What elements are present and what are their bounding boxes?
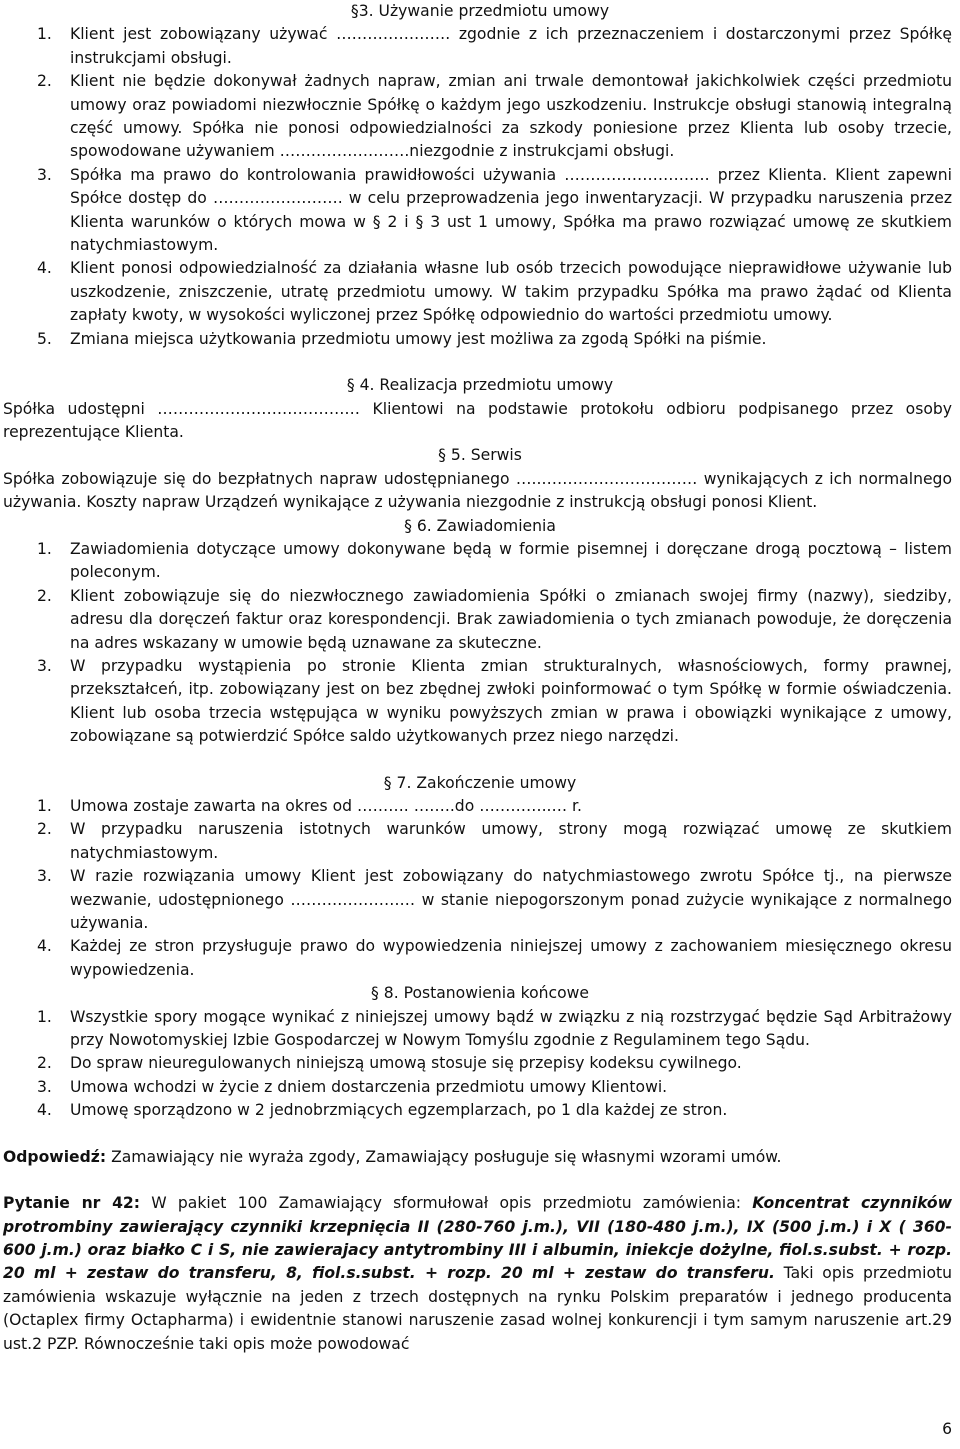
item-text: Zmiana miejsca użytkowania przedmiotu umowy jest możliwa za zgodą Spółki na piśmie. xyxy=(70,329,767,348)
question-emphasis: Koncentrat czynników protrombiny zawierający czynniki krzepnięcia II (280-760 j.m.), VII (180-480 j.m.), IX (500 j.m.) i X ( 360-600 j.m.) oraz białko C i S, nie zawierajacy antytrombiny III i albumin, iniekcje dożylne, fiol.s.subst. + rozp. 20 ml + zestaw do transferu, 8, fiol.s.subst. + rozp. 20 ml + zestaw do transferu. xyxy=(3,1194,952,1283)
list-item xyxy=(0,795,960,818)
answer-paragraph xyxy=(0,1146,960,1169)
question-intro: W pakiet 100 Zamawiający sformułował opis przedmiotu zamówienia: xyxy=(140,1194,753,1213)
list-item xyxy=(0,865,960,935)
answer-label: Odpowiedź: xyxy=(3,1147,107,1166)
item-number: 1. xyxy=(37,25,52,44)
question-paragraph xyxy=(0,1192,960,1356)
section-4-text: Spółka udostępni ………………………………… Klientowi na podstawie protokołu odbioru podpisanego przez osoby reprezentujące Klienta. xyxy=(3,399,952,441)
item-number: 1. xyxy=(37,1007,52,1026)
item-number: 2. xyxy=(37,1054,52,1073)
list-item xyxy=(0,70,960,164)
page-number: 6 xyxy=(942,1419,952,1438)
item-number: 3. xyxy=(37,165,52,184)
section-7-list xyxy=(0,795,960,982)
list-item xyxy=(0,1076,960,1099)
list-item xyxy=(0,257,960,327)
section-6-list xyxy=(0,538,960,749)
item-number: 4. xyxy=(37,259,52,278)
section-5-heading: § 5. Serwis xyxy=(438,446,522,465)
list-item xyxy=(0,164,960,258)
item-text: W razie rozwiązania umowy Klient jest zobowiązany do natychmiastowego zwrotu Spółce tj., na pierwsze wezwanie, udostępnionego …………………… w stanie niepogorszonym ponad zużycie wynikające z normalnego używania. xyxy=(70,867,952,933)
item-text: Wszystkie spory mogące wynikać z niniejszej umowy bądź w związku z nią rozstrzygać będzie Sąd Arbitrażowy przy Nowotomyskiej Izbie Gospodarczej w Nowym Tomyślu zgodnie z Regulaminem tego Sądu. xyxy=(70,1007,952,1050)
item-text: Spółka ma prawo do kontrolowania prawidłowości używania ………………………. przez Klienta. Klient zapewni Spółce dostęp do ……………………. w celu przeprowadzenia jego inwentaryzacji. W przypadku naruszenia przez Klienta warunków o których mowa w § 2 i § 3 ust 1 umowy, Spółka ma prawo rozwiązać umowę ze skutkiem natychmiastowym. xyxy=(70,165,952,255)
question-label: Pytanie nr 42: xyxy=(3,1194,141,1213)
list-item xyxy=(0,1052,960,1075)
item-text: Klient zobowiązuje się do niezwłocznego zawiadomienia Spółki o zmianach swojej firmy (nazwy), siedziby, adresu dla doręczeń faktur oraz korespondencji. Brak zawiadomienia o tych zmianach powoduje, że doręczenia na adres wskazany w umowie będą uznawane za skuteczne. xyxy=(70,586,952,652)
section-8-list xyxy=(0,1006,960,1123)
section-5-text: Spółka zobowiązuje się do bezpłatnych napraw udostępnianego …..………………………… wynikających z ich normalnego używania. Koszty napraw Urządzeń wynikające z używania niezgodnie z instrukcją obsługi ponosi Klient. xyxy=(3,469,952,512)
section-4-heading: § 4. Realizacja przedmiotu umowy xyxy=(346,376,614,395)
item-number: 2. xyxy=(37,586,52,605)
section-3-list xyxy=(0,23,960,351)
item-number: 1. xyxy=(37,539,52,558)
list-item xyxy=(0,655,960,749)
list-item xyxy=(0,585,960,655)
item-number: 3. xyxy=(37,656,52,675)
item-text: Umowę sporządzono w 2 jednobrzmiących egzemplarzach, po 1 dla każdej ze stron. xyxy=(70,1101,728,1120)
item-text: Umowa wchodzi w życie z dniem dostarczenia przedmiotu umowy Klientowi. xyxy=(70,1077,668,1096)
item-number: 1. xyxy=(37,797,52,815)
item-number: 3. xyxy=(37,1077,52,1096)
item-number: 3. xyxy=(37,867,52,886)
item-text: Umowa zostaje zawarta na okres od ………. ……..do …………..… r. xyxy=(70,797,582,815)
section-8-heading: § 8. Postanowienia końcowe xyxy=(371,984,589,1003)
section-7-heading: § 7. Zakończenie umowy xyxy=(383,773,577,792)
section-6-heading: § 6. Zawiadomienia xyxy=(404,516,556,535)
list-item xyxy=(0,818,960,865)
item-number: 4. xyxy=(37,1101,52,1120)
item-text: W przypadku naruszenia istotnych warunków umowy, strony mogą rozwiązać umowę ze skutkiem natychmiastowym. xyxy=(70,820,952,862)
list-item xyxy=(0,1099,960,1122)
answer-text: Zamawiający nie wyraża zgody, Zamawiający posługuje się własnymi wzorami umów. xyxy=(106,1147,782,1166)
item-number: 2. xyxy=(37,72,52,91)
list-item xyxy=(0,23,960,70)
list-item xyxy=(0,1006,960,1053)
list-item xyxy=(0,935,960,982)
section-3-heading: §3. Używanie przedmiotu umowy xyxy=(350,2,610,20)
item-text: Klient jest zobowiązany używać …………………. zgodnie z ich przeznaczeniem i dostarczonymi przez Spółkę instrukcjami obsługi. xyxy=(70,25,952,67)
item-text: Klient ponosi odpowiedzialność za działania własne lub osób trzecich powodujące nieprawidłowe używanie lub uszkodzenie, zniszczenie, utratę przedmiotu umowy. W takim przypadku Spółka ma prawo żądać od Klienta zapłaty kwoty, w wysokości wyliczonej przez Spółkę odpowiednio do wartości przedmiotu umowy. xyxy=(70,259,952,325)
item-text: Do spraw nieuregulowanych niniejszą umową stosuje się przepisy kodeksu cywilnego. xyxy=(70,1054,742,1073)
item-text: W przypadku wystąpienia po stronie Klienta zmian strukturalnych, własnościowych, formy prawnej, przekształceń, itp. zobowiązany jest on bez zbędnej zwłoki poinformować o tym Spółkę w formie oświadczenia. Klient lub osoba trzecia wstępująca w wyniku powyższych zmian w prawa i obowiązki wynikające z umowy, zobowiązane są potwierdzić Spółce saldo użytkowanych przez niego narzędzi. xyxy=(70,656,952,746)
item-text: Klient nie będzie dokonywał żadnych napraw, zmian ani trwale demontował jakichkolwiek części przedmiotu umowy oraz powiadomi niezwłocznie Spółkę o każdym jego uszkodzeniu. Instrukcje obsługi stanowią integralną część umowy. Spółka nie ponosi odpowiedzialności za szkody poniesione przez Klienta lub osoby trzecie, spowodowane używaniem …………………….niezgodnie z instrukcjami obsługi. xyxy=(70,72,952,161)
list-item xyxy=(0,328,960,351)
item-number: 5. xyxy=(37,329,52,348)
list-item xyxy=(0,538,960,585)
item-number: 2. xyxy=(37,820,52,839)
item-number: 4. xyxy=(37,937,52,956)
item-text: Zawiadomienia dotyczące umowy dokonywane będą w formie pisemnej i doręczane drogą pocztową – listem poleconym. xyxy=(70,539,952,582)
question-rest: Taki opis przedmiotu zamówienia wskazuje wyłącznie na jeden z trzech dostępnych na rynku Polskim preparatów i jednego producenta (Octaplex firmy Octapharma) i ewidentnie stanowi naruszenie zasad wolnej konkurencji i tym samym naruszenie art.29 ust.2 PZP. Równocześnie taki opis może powodować xyxy=(3,1264,952,1353)
item-text: Każdej ze stron przysługuje prawo do wypowiedzenia niniejszej umowy z zachowaniem miesięcznego okresu wypowiedzenia. xyxy=(70,937,952,979)
